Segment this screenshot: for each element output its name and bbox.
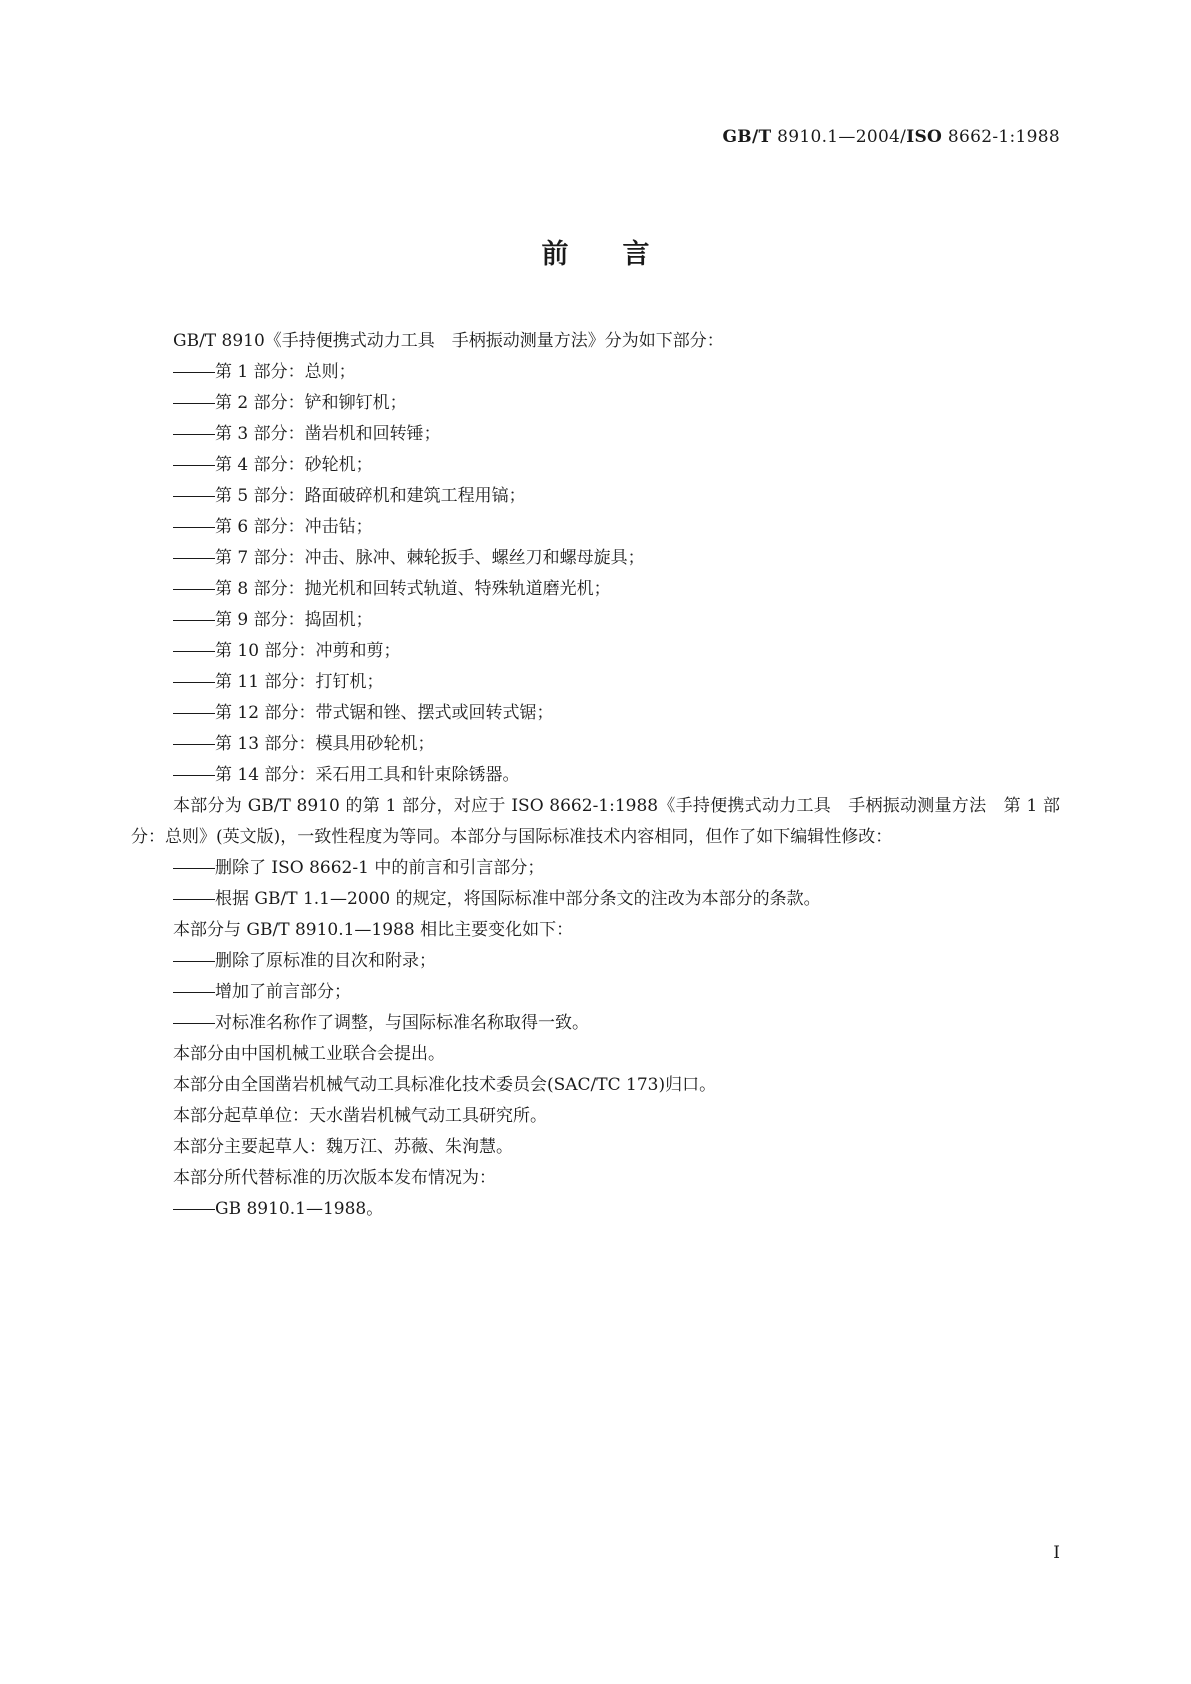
- edit-item: [131, 884, 1060, 915]
- page-title: 前言: [541, 239, 704, 270]
- em-dash: [173, 496, 215, 497]
- intro-paragraph: GB/T 8910《手持便携式动力工具 手柄振动测量方法》分为如下部分：: [173, 331, 724, 351]
- part-item-text: 第 9 部分：捣固机；: [215, 610, 373, 630]
- em-dash: [173, 651, 215, 652]
- standard-code-gb: GB/T: [722, 127, 772, 147]
- part-item-text: 第 8 部分：抛光机和回转式轨道、特殊轨道磨光机；: [215, 579, 611, 599]
- part-item: [131, 543, 1060, 574]
- proposed-by: 本部分由中国机械工业联合会提出。: [173, 1044, 445, 1064]
- em-dash: [173, 899, 215, 900]
- drafting-unit: 本部分起草单位：天水凿岩机械气动工具研究所。: [173, 1106, 547, 1126]
- correspondence-paragraph: 本部分为 GB/T 8910 的第 1 部分，对应于 ISO 8662-1:1988《手持便携式动力工具 手柄振动测量方法 第 1 部分：总则》(英文版)，一致性程度为等同。本部分与国际标准技术内容相同，但作了如下编辑性修改：: [131, 796, 1060, 847]
- part-item-text: 第 2 部分：铲和铆钉机；: [215, 393, 407, 413]
- em-dash: [173, 682, 215, 683]
- part-item-text: 第 12 部分：带式锯和锉、摆式或回转式锯；: [215, 703, 554, 723]
- part-item: [131, 450, 1060, 481]
- em-dash: [173, 620, 215, 621]
- history-item: [131, 1194, 1060, 1225]
- part-item: [131, 574, 1060, 605]
- under-jurisdiction: 本部分由全国凿岩机械气动工具标准化技术委员会(SAC/TC 173)归口。: [173, 1075, 717, 1095]
- edit-item-text: 根据 GB/T 1.1—2000 的规定，将国际标准中部分条文的注改为本部分的条款。: [215, 889, 821, 909]
- part-item-text: 第 10 部分：冲剪和剪；: [215, 641, 401, 661]
- part-item: [131, 357, 1060, 388]
- part-item: [131, 388, 1060, 419]
- part-item: [131, 729, 1060, 760]
- change-item: [131, 977, 1060, 1008]
- part-item: [131, 760, 1060, 791]
- standard-code-number: 8910.1—2004/: [777, 127, 907, 147]
- em-dash: [173, 434, 215, 435]
- foreword-body: [131, 326, 1060, 1225]
- part-item: [131, 419, 1060, 450]
- em-dash: [173, 527, 215, 528]
- edit-item-text: 删除了 ISO 8662-1 中的前言和引言部分；: [215, 858, 545, 878]
- change-item: [131, 1008, 1060, 1039]
- part-item-text: 第 4 部分：砂轮机；: [215, 455, 373, 475]
- part-item-text: 第 6 部分：冲击钻；: [215, 517, 373, 537]
- part-item-text: 第 3 部分：凿岩机和回转锤；: [215, 424, 441, 444]
- standard-code-iso-number: 8662-1:1988: [947, 127, 1060, 147]
- standard-code: [722, 127, 1060, 147]
- part-item: [131, 636, 1060, 667]
- history-item-text: GB 8910.1—1988。: [215, 1199, 384, 1219]
- standard-code-iso: ISO: [906, 127, 943, 147]
- em-dash: [173, 403, 215, 404]
- part-item-text: 第 7 部分：冲击、脉冲、棘轮扳手、螺丝刀和螺母旋具；: [215, 548, 645, 568]
- part-item: [131, 605, 1060, 636]
- drafters: 本部分主要起草人：魏万江、苏薇、朱洵慧。: [173, 1137, 513, 1157]
- em-dash: [173, 961, 215, 962]
- changes-intro: 本部分与 GB/T 8910.1—1988 相比主要变化如下：: [173, 920, 574, 940]
- em-dash: [173, 1209, 215, 1210]
- em-dash: [173, 868, 215, 869]
- history-intro: 本部分所代替标准的历次版本发布情况为：: [173, 1168, 496, 1188]
- change-item-text: 删除了原标准的目次和附录；: [215, 951, 436, 971]
- em-dash: [173, 372, 215, 373]
- part-item-text: 第 1 部分：总则；: [215, 362, 356, 382]
- part-item-text: 第 14 部分：采石用工具和针束除锈器。: [215, 765, 520, 785]
- part-item: [131, 512, 1060, 543]
- part-item: [131, 698, 1060, 729]
- em-dash: [173, 1023, 215, 1024]
- part-item-text: 第 5 部分：路面破碎机和建筑工程用镐；: [215, 486, 526, 506]
- em-dash: [173, 465, 215, 466]
- page-number: I: [1053, 1543, 1060, 1563]
- em-dash: [173, 744, 215, 745]
- change-item: [131, 946, 1060, 977]
- part-item: [131, 481, 1060, 512]
- em-dash: [173, 713, 215, 714]
- em-dash: [173, 558, 215, 559]
- em-dash: [173, 589, 215, 590]
- edit-item: [131, 853, 1060, 884]
- em-dash: [173, 775, 215, 776]
- part-item: [131, 667, 1060, 698]
- part-item-text: 第 11 部分：打钉机；: [215, 672, 384, 692]
- change-item-text: 增加了前言部分；: [215, 982, 351, 1002]
- em-dash: [173, 992, 215, 993]
- part-item-text: 第 13 部分：模具用砂轮机；: [215, 734, 435, 754]
- change-item-text: 对标准名称作了调整，与国际标准名称取得一致。: [215, 1013, 589, 1033]
